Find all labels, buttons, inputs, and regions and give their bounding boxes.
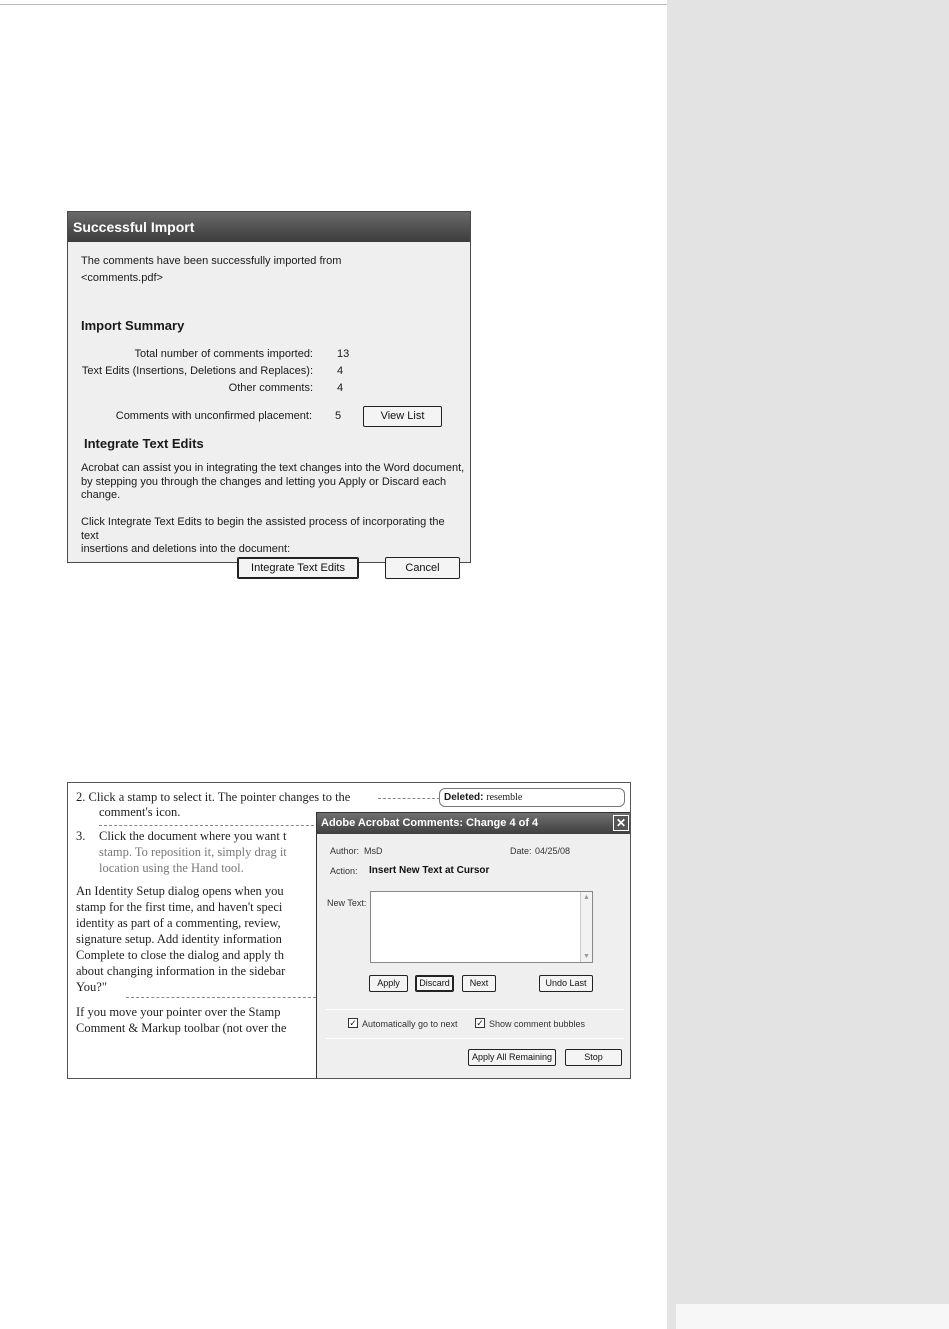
action-label: Action: xyxy=(330,866,358,876)
bubble-label: Deleted: xyxy=(444,792,484,803)
doc-line: comment's icon. xyxy=(99,805,181,819)
scrollbar[interactable] xyxy=(580,892,592,962)
dashed-rule xyxy=(99,825,319,826)
text-edits-label: Text Edits (Insertions, Deletions and Replaces): xyxy=(81,365,313,377)
acrobat-comments-dialog xyxy=(316,812,631,1079)
total-comments-label: Total number of comments imported: xyxy=(134,348,313,360)
successful-import-dialog xyxy=(67,211,471,574)
doc-line: signature setup. Add identity information xyxy=(76,932,282,946)
text-edits-value: 4 xyxy=(337,365,344,377)
deleted-comment-bubble[interactable] xyxy=(439,788,625,807)
doc-line: Click the document where you want t xyxy=(99,829,287,843)
intro-line-2: <comments.pdf> xyxy=(81,272,163,284)
show-bubbles-checkbox[interactable]: ✓ xyxy=(476,1018,484,1028)
other-comments-value: 4 xyxy=(337,382,344,394)
next-button[interactable]: Next xyxy=(462,975,496,992)
author-value: MsD xyxy=(364,846,383,856)
bubble-value: resemble xyxy=(486,792,523,803)
separator xyxy=(326,1038,624,1039)
scroll-up-icon[interactable]: ▲ xyxy=(583,894,590,901)
instruction-line: Click Integrate Text Edits to begin the assisted process of incorporating the text xyxy=(81,516,445,542)
apply-all-remaining-button[interactable]: Apply All Remaining xyxy=(468,1049,556,1066)
integrate-instructions xyxy=(81,516,465,557)
view-list-button[interactable]: View List xyxy=(363,406,442,427)
side-footer xyxy=(676,1304,949,1329)
description-line: Acrobat can assist you in integrating the text changes into the Word document, xyxy=(81,462,465,474)
side-panel xyxy=(667,0,949,1329)
doc-line: An Identity Setup dialog opens when you xyxy=(76,884,284,898)
discard-button[interactable]: Discard xyxy=(415,975,454,992)
date-value: 04/25/08 xyxy=(535,846,571,856)
doc-line: 3. xyxy=(76,829,86,843)
doc-line: You?" xyxy=(76,980,107,994)
integrate-heading: Integrate Text Edits xyxy=(84,436,204,451)
stop-button[interactable]: Stop xyxy=(565,1049,622,1066)
integration-screenshot xyxy=(67,782,631,1079)
new-text-value xyxy=(371,892,592,896)
unconfirmed-value: 5 xyxy=(335,410,342,422)
comments-dialog-title-text: Adobe Acrobat Comments: Change 4 of 4 xyxy=(321,817,539,829)
auto-next-checkbox[interactable]: ✓ xyxy=(349,1018,357,1028)
intro-line-1: The comments have been successfully imported from xyxy=(81,255,342,267)
doc-line: 2. Click a stamp to select it. The pointer changes to the xyxy=(76,790,351,804)
unconfirmed-label: Comments with unconfirmed placement: xyxy=(115,410,312,422)
doc-line: Complete to close the dialog and apply th xyxy=(76,948,284,962)
comments-dialog-title xyxy=(317,813,631,834)
dialog-title: Successful Import xyxy=(68,212,470,242)
new-text-field[interactable] xyxy=(370,891,593,963)
intro-text xyxy=(81,253,461,287)
close-icon[interactable]: ✕ xyxy=(613,815,629,831)
doc-line: about changing information in the sidebar xyxy=(76,964,286,978)
undo-last-button[interactable]: Undo Last xyxy=(539,975,593,992)
dialog-body xyxy=(68,242,470,574)
scroll-down-icon[interactable]: ▼ xyxy=(583,953,590,960)
doc-line: Comment & Markup toolbar (not over the xyxy=(76,1021,287,1035)
total-comments-value: 13 xyxy=(337,348,350,360)
separator xyxy=(326,1009,624,1010)
doc-line: stamp. To reposition it, simply drag it xyxy=(99,845,287,859)
instruction-line: insertions and deletions into the document: xyxy=(81,543,291,555)
show-bubbles-label: Show comment bubbles xyxy=(489,1019,586,1029)
action-value: Insert New Text at Cursor xyxy=(369,865,490,876)
author-label: Author: xyxy=(330,846,360,856)
top-rule xyxy=(0,0,780,8)
doc-line: identity as part of a commenting, review, xyxy=(76,916,281,930)
new-text-label: New Text: xyxy=(327,898,367,908)
dashed-rule xyxy=(126,997,316,998)
apply-button[interactable]: Apply xyxy=(369,975,408,992)
auto-next-label: Automatically go to next xyxy=(362,1019,458,1029)
doc-line: If you move your pointer over the Stamp xyxy=(76,1005,281,1019)
description-line: change. xyxy=(81,489,121,501)
cancel-button[interactable]: Cancel xyxy=(385,557,460,579)
doc-line: location using the Hand tool. xyxy=(99,861,244,875)
integrate-description xyxy=(81,462,465,503)
date-label: Date: xyxy=(510,846,532,856)
integrate-text-edits-button[interactable]: Integrate Text Edits xyxy=(237,557,359,579)
top-rule-line xyxy=(0,4,780,5)
other-comments-label: Other comments: xyxy=(228,382,313,394)
import-summary-heading: Import Summary xyxy=(81,318,185,333)
description-line: by stepping you through the changes and letting you Apply or Discard each xyxy=(81,475,447,488)
doc-line: stamp for the first time, and haven't speci xyxy=(76,900,283,914)
bubble-connector xyxy=(378,798,440,799)
